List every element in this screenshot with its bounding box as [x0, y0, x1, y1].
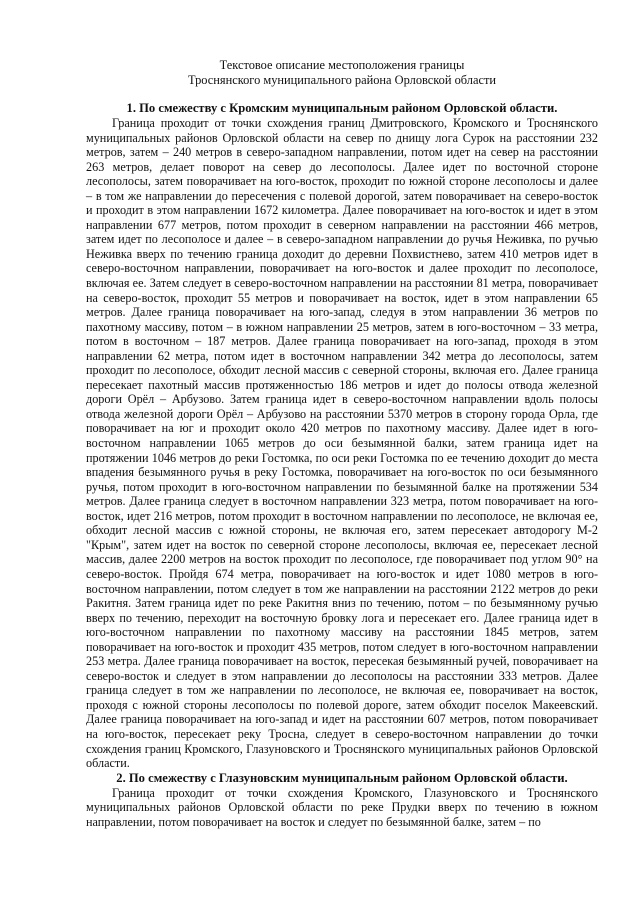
section-1-heading: 1. По смежеству с Кромским муниципальным районом Орловской области.	[126, 101, 558, 115]
section-1-text: Граница проходит от точки схождения границ Дмитровского, Кромского и Троснянского муниципальных районов Орловской области на север по днищу лога Сурок на расстоянии 232 метров, затем – 240 метров в северо-западном направлении, потом идет на север на расстоянии 263 метров, делает поворот на север до лесополосы. Далее идет по восточной стороне лесополосы, затем поворачивает на юго-восток, проходит по южной стороне лесополосы и далее – в том же направлении до пересечения с полевой дорогой, затем поворачивает на северо-восток и проходит в этом направлении 1672 километра. Далее поворачивает на юго-восток и идет в этом направлении 677 метров, потом проходит в северном направлении на расстоянии 466 метров, затем идет по лесополосе и далее – в северо-западном направлении до ручья Неживка, по ручью Неживка вверх по течению граница доходит до деревни Похвистнево, затем 410 метров идет в северо-восточном направлении, поворачивает на юго-восток и далее проходит по лесополосе, включая ее. Затем следует в северо-восточном направлении на расстоянии 81 метра, поворачивает на северо-восток, проходит 55 метров и поворачивает на восток, идет в этом направлении 65 метров. Далее граница поворачивает на юго-запад, следуя в этом направлении 36 метров по пахотному массиву, потом – в южном направлении 25 метров, затем в юго-восточном – 33 метра, потом в восточном – 187 метров. Далее граница поворачивает на юго-запад, проходя в этом направлении 62 метра, потом идет в восточном направлении 342 метра до лесополосы, затем проходит по лесополосе, обходит лесной массив с северной стороны, включая его. Далее граница пересекает пахотный массив протяженностью 186 метров и идет до полосы отвода железной дороги Орёл – Арбузово. Затем граница идет в северо-восточном направлении вдоль полосы отвода железной дороги Орёл – Арбузово на расстоянии 5370 метров в сторону города Орла, где поворачивает на юг и проходит около 420 метров по пахотному массиву. Далее идет в юго-восточном направлении 1065 метров до оси безымянной балки, затем граница идет на протяжении 1046 метров до реки Гостомка, по оси реки Гостомка по ее течению доходит до места впадения безымянного ручья в реку Гостомка, поворачивает на юго-восток по оси безымянного ручья, потом проходит в юго-восточном направлении по безымянной балке на протяжении 534 метров. Далее граница следует в восточном направлении 323 метра, потом поворачивает на юго-восток, идет 216 метров, потом проходит в восточном направлении по лесополосе, не включая ее, обходит лесной массив с южной стороны, не включая его, затем пересекает автодорогу М-2 "Крым", затем идет на восток по северной стороне лесополосы, включая ее, пересекает лесной массив, далее 2200 метров на восток проходит по лесополосе, где поворачивает под углом 90° на северо-восток. Пройдя 674 метра, поворачивает на юго-восток и идет 1080 метров в юго-восточном направлении, потом следует в том же направлении на расстоянии 2122 метров до реки Ракитня. Затем граница идет по реке Ракитня вниз по течению, потом – по безымянному ручью вверх по течению, переходит на восточную бровку лога и пересекает его. Далее граница идет в юго-восточном направлении по пахотному массиву на расстоянии 1845 метров, затем поворачивает на юго-восток и проходит 435 метров, потом следует в юго-восточном направлении 253 метра. Далее граница поворачивает на восток, пересекая безымянный ручей, поворачивает на северо-восток и следует в этом направлении до лесополосы на расстоянии 333 метров. Далее граница следует в том же направлении по лесополосе, не включая ее, поворачивает на восток, проходя с южной стороны лесополосы по полевой дороге, затем обходит поселок Макеевский. Далее граница поворачивает на юго-запад и идет на расстоянии 607 метров, потом поворачивает на юго-восток, пересекает реку Тросна, следует в северо-восточном направлении до точки схождения границ Кромского, Глазуновского и Троснянского муниципальных районов Орловской области.	[86, 116, 598, 771]
title-line-1: Текстовое описание местоположения границы	[219, 58, 465, 72]
section-2-text: Граница проходит от точки схождения Кромского, Глазуновского и Троснянского муниципальных районов Орловской области по реке Прудки вверх по течению в южном направлении, потом поворачивает на восток и следует по безымянной балке, затем – по	[86, 785, 598, 829]
section-2-heading: 2. По смежеству с Глазуновским муниципальным районом Орловской области.	[116, 770, 568, 785]
document-page	[86, 58, 598, 829]
document-title	[86, 58, 598, 87]
title-line-2: Троснянского муниципального района Орловской области	[187, 72, 497, 87]
